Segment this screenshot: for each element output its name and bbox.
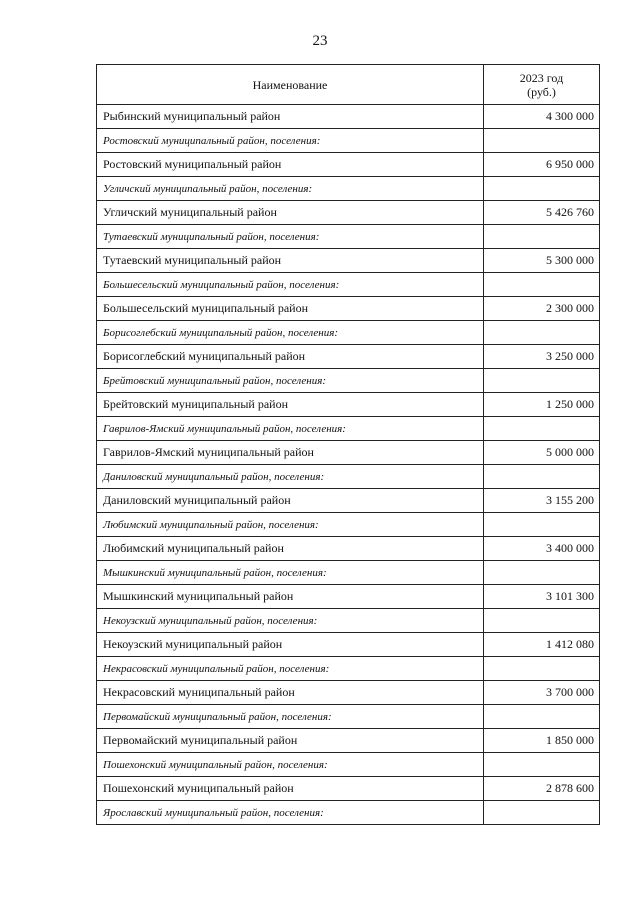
table-group-row [97,225,600,249]
row-name: Угличский муниципальный район, поселения: [97,177,484,201]
row-value [484,753,600,777]
row-value [484,417,600,441]
table-row [97,345,600,369]
table-row [97,489,600,513]
row-value: 2 878 600 [484,777,600,801]
row-name: Любимский муниципальный район [97,537,484,561]
row-value [484,369,600,393]
row-name: Брейтовский муниципальный район, поселения: [97,369,484,393]
row-name: Даниловский муниципальный район, поселения: [97,465,484,489]
row-name: Первомайский муниципальный район [97,729,484,753]
row-name: Рыбинский муниципальный район [97,105,484,129]
table-body [97,105,600,825]
table-row [97,537,600,561]
table-row [97,585,600,609]
row-value [484,465,600,489]
table-group-row [97,321,600,345]
table-group-row [97,513,600,537]
row-value: 3 155 200 [484,489,600,513]
table-row [97,681,600,705]
row-name: Мышкинский муниципальный район [97,585,484,609]
table-group-row [97,609,600,633]
header-name: Наименование [97,65,484,105]
row-value: 1 250 000 [484,393,600,417]
row-name: Угличский муниципальный район [97,201,484,225]
header-year [484,65,600,105]
row-value [484,225,600,249]
table-group-row [97,705,600,729]
row-value [484,657,600,681]
row-name: Гаврилов-Ямский муниципальный район, поселения: [97,417,484,441]
row-name: Пошехонский муниципальный район [97,777,484,801]
row-name: Ростовский муниципальный район, поселения: [97,129,484,153]
row-value [484,273,600,297]
row-name: Некрасовский муниципальный район, поселения: [97,657,484,681]
table-group-row [97,273,600,297]
row-name: Борисоглебский муниципальный район, поселения: [97,321,484,345]
table-group-row [97,561,600,585]
table-group-row [97,417,600,441]
table-row [97,729,600,753]
row-value: 3 400 000 [484,537,600,561]
table-group-row [97,177,600,201]
row-name: Большесельский муниципальный район [97,297,484,321]
row-name: Некрасовский муниципальный район [97,681,484,705]
row-value [484,705,600,729]
row-value: 5 000 000 [484,441,600,465]
row-value [484,609,600,633]
row-value: 5 426 760 [484,201,600,225]
row-value [484,177,600,201]
row-value: 6 950 000 [484,153,600,177]
table-row [97,249,600,273]
row-name: Некоузский муниципальный район [97,633,484,657]
row-name: Некоузский муниципальный район, поселения: [97,609,484,633]
row-name: Первомайский муниципальный район, поселения: [97,705,484,729]
table-row [97,393,600,417]
row-name: Борисоглебский муниципальный район [97,345,484,369]
table-row [97,201,600,225]
header-year-label: 2023 год [519,70,564,85]
row-name: Пошехонский муниципальный район, поселения: [97,753,484,777]
table-group-row [97,657,600,681]
row-name: Ярославский муниципальный район, поселения: [97,801,484,825]
table-header-row [97,65,600,105]
table-group-row [97,753,600,777]
row-name: Мышкинский муниципальный район, поселения: [97,561,484,585]
row-value [484,801,600,825]
row-value: 1 850 000 [484,729,600,753]
row-value: 3 250 000 [484,345,600,369]
row-name: Ростовский муниципальный район [97,153,484,177]
row-value: 1 412 080 [484,633,600,657]
table-row [97,153,600,177]
table-row [97,105,600,129]
table-row [97,633,600,657]
row-name: Гаврилов-Ямский муниципальный район [97,441,484,465]
row-value: 3 700 000 [484,681,600,705]
row-name: Даниловский муниципальный район [97,489,484,513]
row-name: Большесельский муниципальный район, поселения: [97,273,484,297]
table-group-row [97,369,600,393]
table-group-row [97,129,600,153]
table-row [97,297,600,321]
table-group-row [97,801,600,825]
table-row [97,441,600,465]
row-value [484,561,600,585]
row-value: 2 300 000 [484,297,600,321]
budget-table [96,64,600,825]
row-value [484,513,600,537]
row-name: Тутаевский муниципальный район [97,249,484,273]
row-name: Любимский муниципальный район, поселения: [97,513,484,537]
row-value [484,129,600,153]
header-unit-label: (руб.) [527,84,556,99]
row-value [484,321,600,345]
row-value: 3 101 300 [484,585,600,609]
row-name: Тутаевский муниципальный район, поселения: [97,225,484,249]
table-group-row [97,465,600,489]
table-row [97,777,600,801]
row-value: 4 300 000 [484,105,600,129]
row-value: 5 300 000 [484,249,600,273]
page-number: 23 [312,33,328,49]
row-name: Брейтовский муниципальный район [97,393,484,417]
